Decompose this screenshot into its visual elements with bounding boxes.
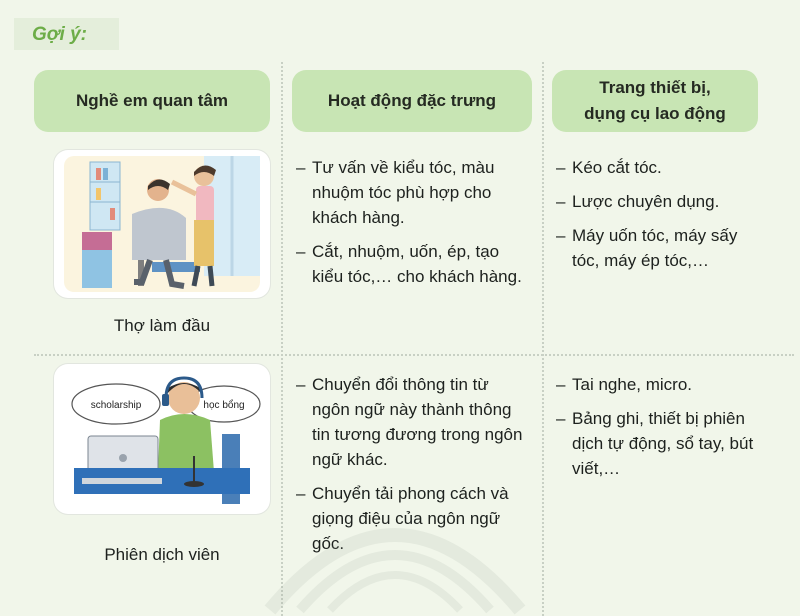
equipment-item: – Tai nghe, micro. <box>556 372 764 397</box>
header-equipment-line2: dụng cụ lao động <box>584 104 726 123</box>
book-watermark-icon <box>230 400 560 616</box>
header-activities-text: Hoạt động đặc trưng <box>327 91 497 110</box>
hint-tag <box>14 18 119 50</box>
activity-item: – Chuyển tải phong cách và giọng điệu của ngôn ngữ gốc. <box>296 481 528 556</box>
activity-item: – Cắt, nhuộm, uốn, ép, tạo kiểu tóc,… cho khách hàng. <box>296 239 528 289</box>
header-activities <box>292 70 532 132</box>
header-equipment-line1: Trang thiết bị, <box>599 78 711 97</box>
bubble-hoc-bong: học bổng <box>203 400 245 411</box>
bubble-scholarship: scholarship <box>90 400 142 411</box>
activity-item: – Tư vấn về kiểu tóc, màu nhuộm tóc phù hợp cho khách hàng. <box>296 155 528 230</box>
equipment-item: – Bảng ghi, thiết bị phiên dịch tự động, sổ tay, bút viết,… <box>556 406 764 481</box>
equipment-item: – Máy uốn tóc, máy sấy tóc, máy ép tóc,… <box>556 223 764 273</box>
equipment-interpreter <box>556 372 764 490</box>
activity-item: – Chuyển đổi thông tin từ ngôn ngữ này thành thông tin tương đương trong ngôn ngữ khác. <box>296 372 528 472</box>
header-occupation-text: Nghề em quan tâm <box>75 91 229 110</box>
header-equipment <box>552 70 758 132</box>
equipment-item: – Lược chuyên dụng. <box>556 189 764 214</box>
activities-hairdresser <box>296 155 528 298</box>
equipment-hairdresser <box>556 155 764 282</box>
header-occupation <box>34 70 270 132</box>
hairdresser-illustration <box>54 150 270 298</box>
equipment-item: – Kéo cắt tóc. <box>556 155 764 180</box>
caption-interpreter: Phiên dịch viên <box>104 545 220 564</box>
hint-label: Gợi ý: <box>32 24 87 45</box>
row-divider <box>34 354 794 356</box>
caption-hairdresser: Thợ làm đầu <box>113 316 211 335</box>
